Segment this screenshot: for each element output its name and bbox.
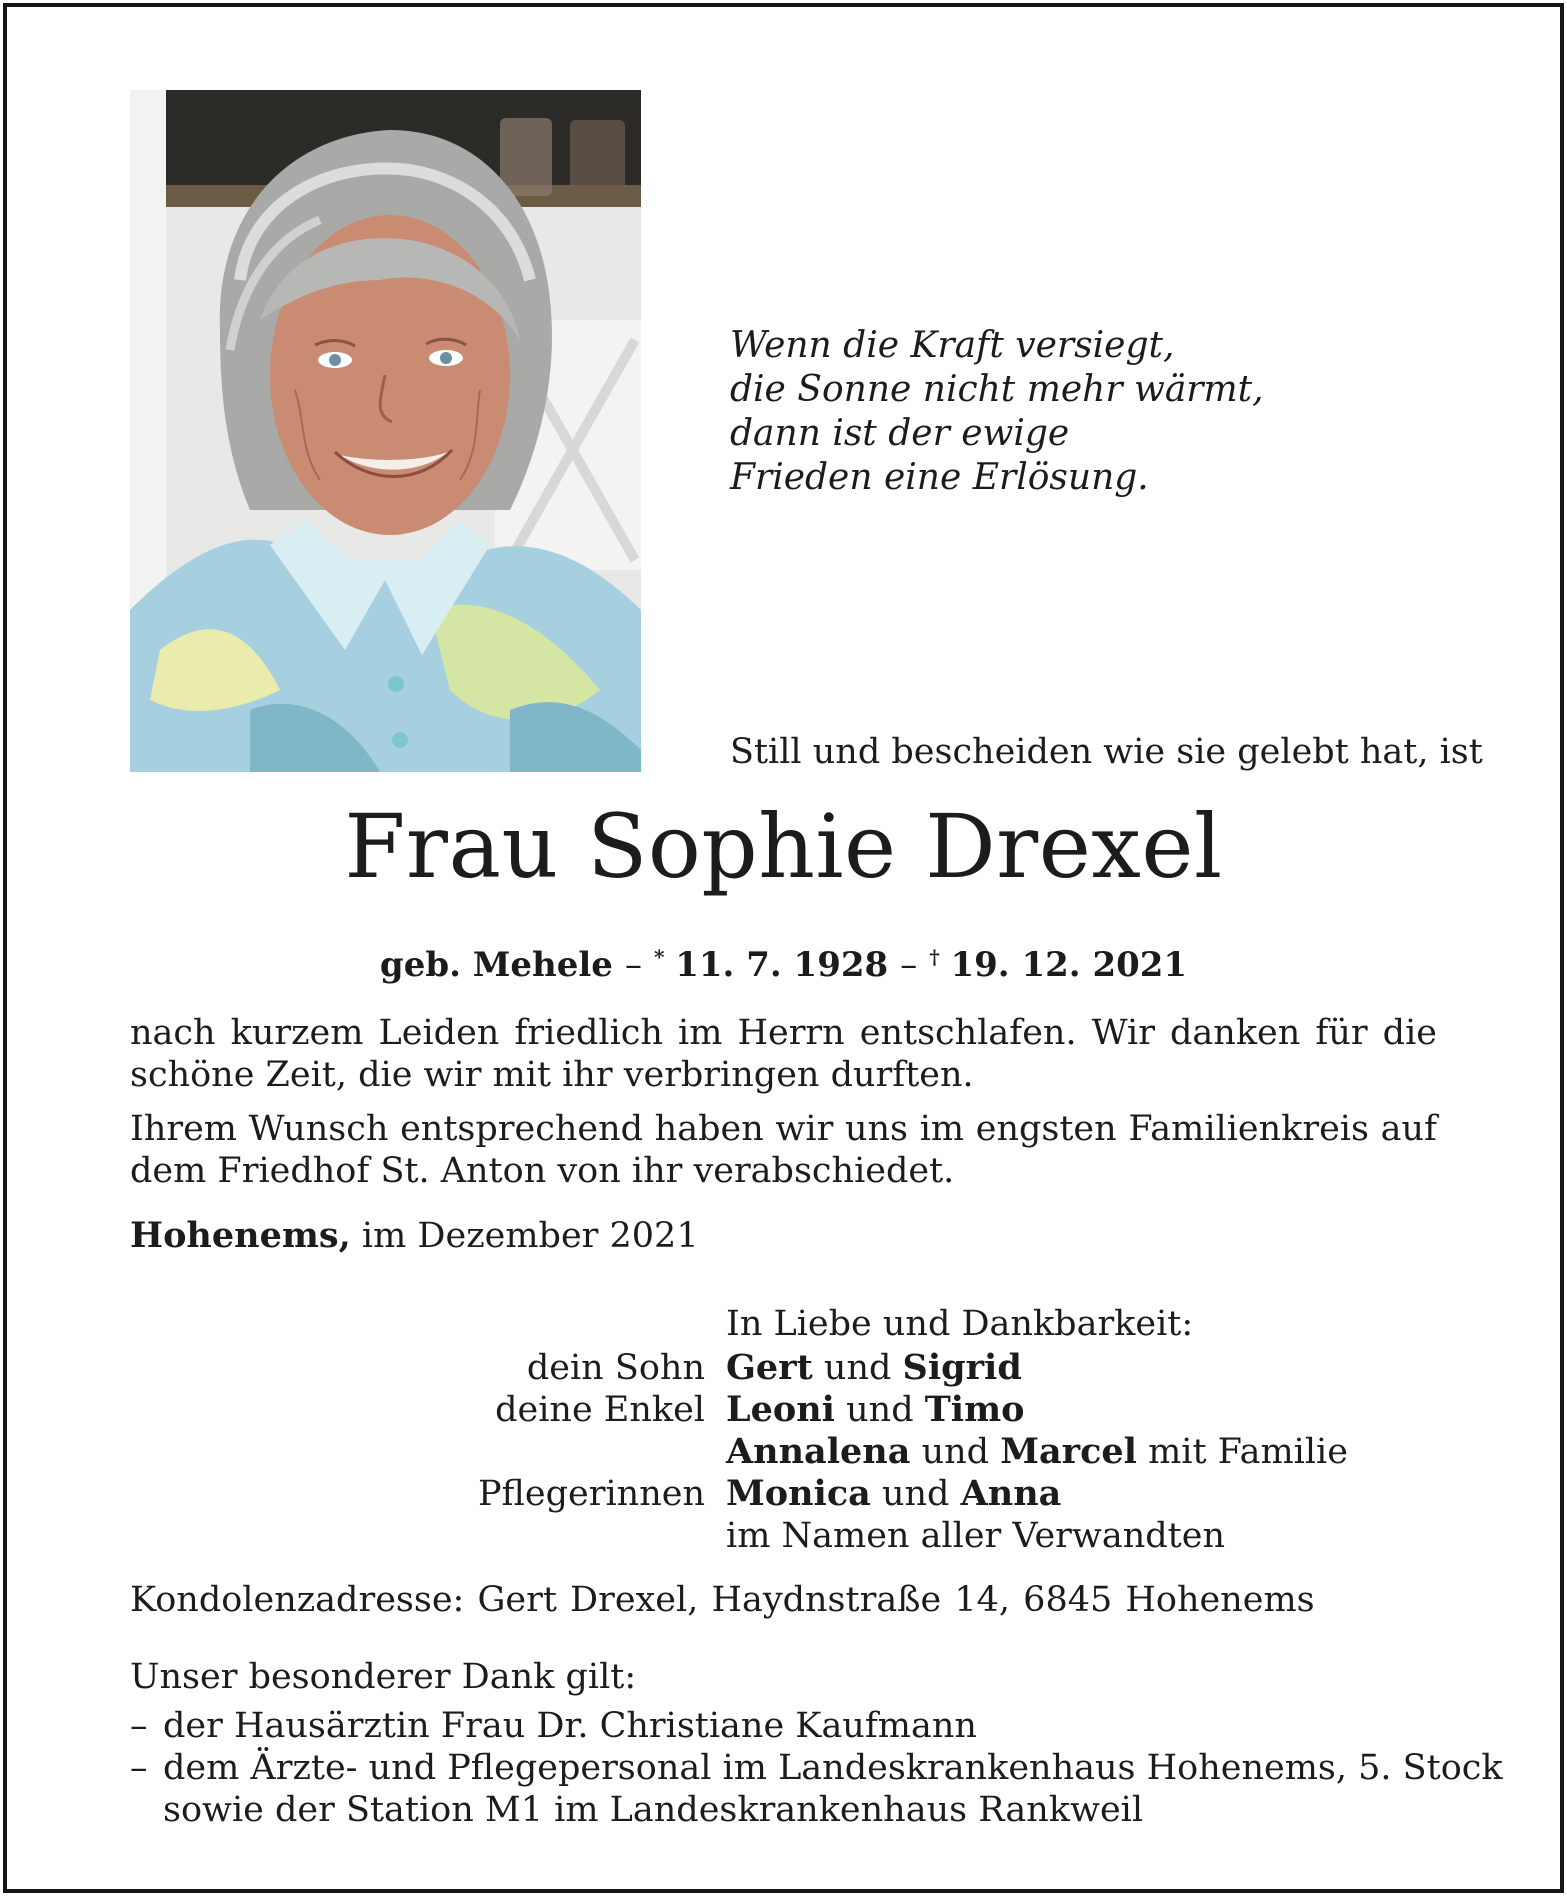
quote-line: dann ist der ewige: [730, 413, 1070, 454]
thanks-item-text: sowie der Station M1 im Landeskrankenhaus Rankweil: [163, 1790, 1144, 1830]
mourner-names: [726, 1389, 1024, 1431]
mourner-row-grandchildren: [0, 1389, 1567, 1431]
thanks-item-text: dem Ärzte- und Pflegepersonal im Landeskrankenhaus Hohenems, 5. Stock: [163, 1748, 1503, 1788]
conjunction: und: [823, 1348, 892, 1388]
intro-line: Still und bescheiden wie sie gelebt hat, ist: [730, 732, 1483, 772]
list-dash: –: [130, 1748, 148, 1788]
conjunction: und: [881, 1474, 950, 1514]
family-suffix: mit Familie: [1148, 1432, 1348, 1472]
mourner-row-grandchildren-2: [0, 1431, 1567, 1473]
dash-separator: –: [624, 945, 642, 985]
relatives-line: im Namen aller Verwandten: [726, 1516, 1225, 1556]
mourner-name: Sigrid: [902, 1347, 1022, 1388]
mourner-name: Marcel: [1000, 1431, 1137, 1472]
paragraph-line: Ihrem Wunsch entsprechend haben wir uns im engsten Familienkreis auf: [130, 1109, 1437, 1149]
mourner-relation: dein Sohn: [526, 1348, 705, 1388]
condolence-address: Kondolenzadresse: Gert Drexel, Haydnstraße 14, 6845 Hohenems: [130, 1580, 1315, 1620]
birth-date: 11. 7. 1928: [675, 945, 889, 985]
thanks-heading: Unser besonderer Dank gilt:: [130, 1657, 637, 1697]
death-symbol: †: [929, 945, 940, 969]
place-date: im Dezember 2021: [361, 1216, 699, 1256]
mourner-name: Monica: [726, 1473, 871, 1514]
birth-symbol: *: [653, 945, 665, 969]
funeral-paragraph: [130, 1108, 1437, 1192]
memorial-quote: [730, 324, 1430, 500]
life-dates: [0, 935, 1567, 987]
conjunction: und: [921, 1432, 990, 1472]
thanks-item: [130, 1705, 1440, 1747]
mourner-names: [726, 1473, 1061, 1515]
place-and-date: [130, 1214, 699, 1258]
paragraph-line: schöne Zeit, die wir mit ihr verbringen durften.: [130, 1055, 974, 1095]
dash-separator: –: [900, 945, 918, 985]
mourner-name: Timo: [924, 1389, 1025, 1430]
mourners-heading: In Liebe und Dankbarkeit:: [726, 1304, 1194, 1344]
quote-line: Frieden eine Erlösung.: [730, 457, 1149, 498]
death-date: 19. 12. 2021: [950, 945, 1188, 985]
paragraph-line: nach kurzem Leiden friedlich im Herrn entschlafen. Wir danken für die: [130, 1013, 1437, 1053]
mourner-name: Annalena: [726, 1431, 911, 1472]
mourner-row-son: [0, 1347, 1567, 1389]
mourner-name: Leoni: [726, 1389, 835, 1430]
maiden-name: geb. Mehele: [379, 945, 613, 985]
mourner-relation: deine Enkel: [495, 1390, 705, 1430]
quote-line: Wenn die Kraft versiegt,: [730, 325, 1175, 366]
thanks-item: [130, 1747, 1503, 1831]
thanks-item-text: der Hausärztin Frau Dr. Christiane Kaufmann: [163, 1706, 977, 1746]
mourner-names: [726, 1431, 1348, 1473]
place-city: Hohenems,: [130, 1215, 351, 1256]
quote-line: die Sonne nicht mehr wärmt,: [730, 369, 1264, 410]
deceased-name: Frau Sophie Drexel: [344, 795, 1223, 898]
mourner-names: [726, 1347, 1022, 1389]
mourner-name: Gert: [726, 1347, 813, 1388]
mourner-name: Anna: [960, 1473, 1062, 1514]
list-dash: –: [130, 1706, 148, 1746]
announcement-paragraph: [130, 1012, 1437, 1096]
conjunction: und: [846, 1390, 914, 1430]
mourner-relation: Pflegerinnen: [478, 1474, 705, 1514]
mourner-row-carers: [0, 1473, 1567, 1515]
portrait-photo: [130, 90, 641, 772]
paragraph-line: dem Friedhof St. Anton von ihr verabschiedet.: [130, 1151, 955, 1191]
thanks-list: [130, 1705, 1503, 1831]
mourner-row-relatives: [0, 1515, 1567, 1557]
